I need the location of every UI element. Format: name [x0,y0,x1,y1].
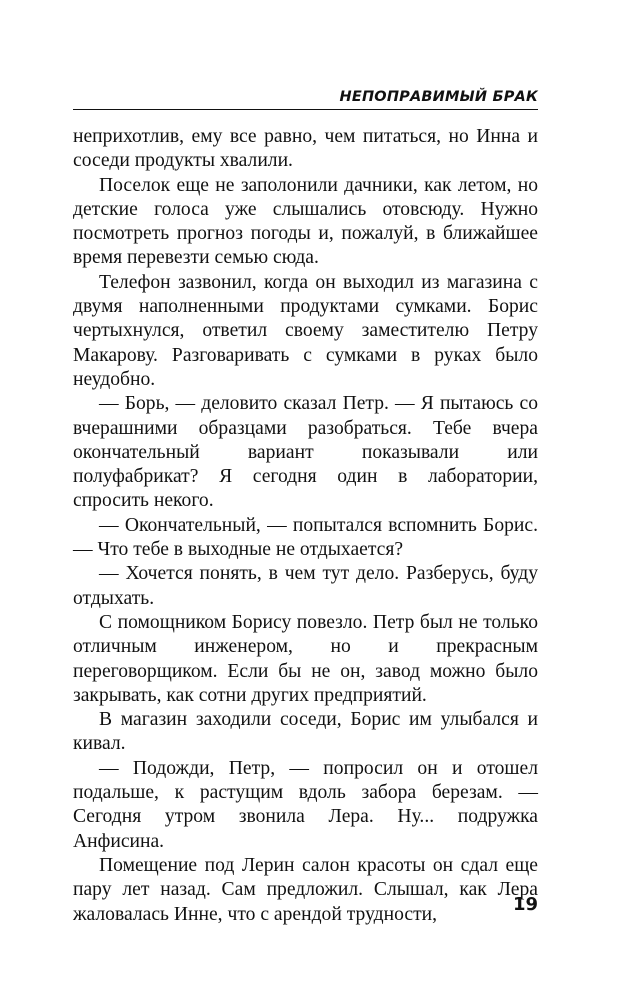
page-number: 19 [512,894,538,915]
paragraph: — Хочется понять, в чем тут дело. Разберусь, буду отдыхать. [73,563,538,609]
running-title: НЕПОПРАВИМЫЙ БРАК [334,86,538,108]
paragraph: Помещение под Лерин салон красоты он сдал еще пару лет назад. Сам предложил. Слышал, как Лера жаловалась Инне, что с арендой трудности, [73,854,538,925]
paragraph: Поселок еще не заполонили дачники, как летом, но детские голоса уже слышались отовсюду. Нужно посмотреть прогноз погоды и, пожалуй, в ближайшее время перевезти семью сюда. [73,174,538,269]
paragraph: — Борь, — деловито сказал Петр. — Я пытаюсь со вчерашними образцами разобраться. Тебе вчера окончательный вариант показывали или полуфабрикат? Я сегодня один в лаборатории, спросить некого. [73,393,538,512]
page-text [73,125,538,927]
paragraph: В магазин заходили соседи, Борис им улыбался и кивал. [73,709,538,755]
running-header [73,86,538,110]
paragraph: — Окончательный, — попытался вспомнить Борис. — Что тебе в выходные не отдыхается? [73,514,538,561]
paragraph: С помощником Борису повезло. Петр был не только отличным инженером, но и прекрасным переговорщиком. Если бы не он, завод можно было закрывать, как сотни других предприятий. [73,611,538,706]
paragraph: — Подожди, Петр, — попросил он и отошел подальше, к растущим вдоль забора березам. — Сегодня утром звонила Лера. Ну... подружка Анфисина. [73,757,538,852]
paragraph: неприхотлив, ему все равно, чем питаться, но Инна и соседи продукты хвалили. [73,126,538,172]
header-rule [73,109,538,110]
paragraph: Телефон зазвонил, когда он выходил из магазина с двумя наполненными продуктами сумками. Борис чертыхнулся, ответил своему заместителю Петру Макарову. Разговаривать с сумками в руках было неудобно. [73,271,538,390]
